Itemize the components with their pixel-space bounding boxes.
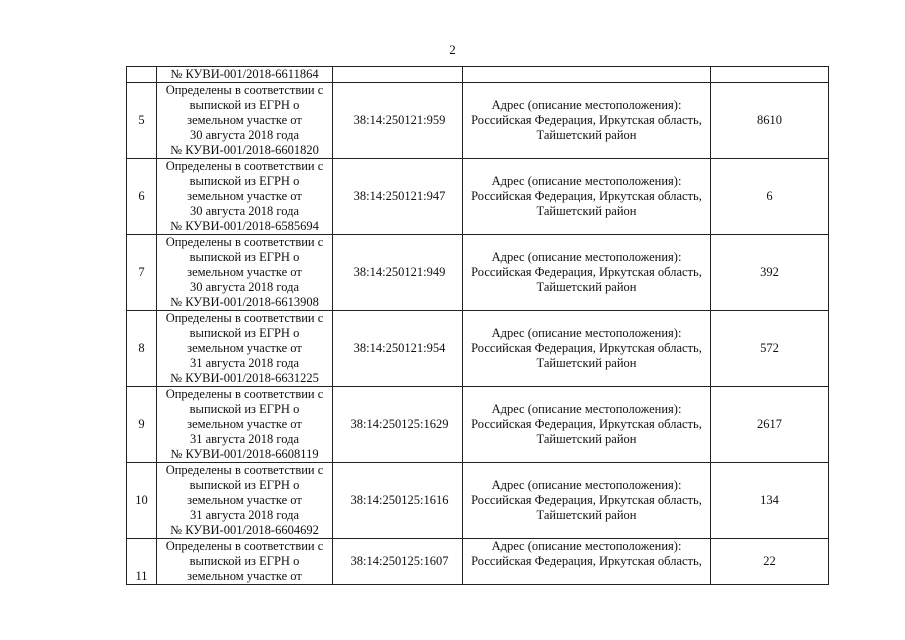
row-number-cell xyxy=(127,67,157,83)
basis-line: Определены в соответствии с xyxy=(165,311,324,325)
address-line: Адрес (описание местоположения): xyxy=(491,478,682,492)
area-cell: 2617 xyxy=(711,387,829,463)
address-line: Тайшетский район xyxy=(536,128,637,142)
basis-cell xyxy=(157,83,333,159)
basis-line: 30 августа 2018 года xyxy=(189,128,300,142)
row-number-cell: 6 xyxy=(127,159,157,235)
table-row xyxy=(127,387,829,463)
basis-line: № КУВИ-001/2018-6611864 xyxy=(170,67,319,81)
basis-line: № КУВИ-001/2018-6608119 xyxy=(170,447,319,461)
basis-line: Определены в соответствии с xyxy=(165,83,324,97)
basis-line: Определены в соответствии с xyxy=(165,539,324,553)
address-cell xyxy=(463,387,711,463)
basis-line: 30 августа 2018 года xyxy=(189,204,300,218)
cadastral-number-cell xyxy=(333,67,463,83)
basis-line: 31 августа 2018 года xyxy=(189,432,300,446)
basis-cell xyxy=(157,67,333,83)
address-line: Российская Федерация, Иркутская область, xyxy=(471,189,702,203)
basis-line: выпиской из ЕГРН о xyxy=(189,326,300,340)
table-row xyxy=(127,67,829,83)
address-cell xyxy=(463,67,711,83)
basis-line: выпиской из ЕГРН о xyxy=(189,174,300,188)
address-line: Российская Федерация, Иркутская область, xyxy=(471,493,702,507)
address-line: Адрес (описание местоположения): xyxy=(491,326,682,340)
address-line: Российская Федерация, Иркутская область, xyxy=(471,113,702,127)
basis-line: 31 августа 2018 года xyxy=(189,356,300,370)
table-row xyxy=(127,463,829,539)
basis-line: земельном участке от xyxy=(187,189,302,203)
page-number: 2 xyxy=(449,42,456,57)
basis-line: земельном участке от xyxy=(187,493,302,507)
basis-line: выпиской из ЕГРН о xyxy=(189,98,300,112)
basis-line: № КУВИ-001/2018-6604692 xyxy=(170,523,319,537)
area-cell: 8610 xyxy=(711,83,829,159)
table-row xyxy=(127,159,829,235)
address-cell xyxy=(463,463,711,539)
cadastral-number-cell: 38:14:250125:1616 xyxy=(333,463,463,539)
basis-line: Определены в соответствии с xyxy=(165,235,324,249)
address-cell xyxy=(463,159,711,235)
basis-line: земельном участке от xyxy=(187,113,302,127)
address-cell xyxy=(463,235,711,311)
address-line: Адрес (описание местоположения): xyxy=(491,250,682,264)
basis-line: № КУВИ-001/2018-6585694 xyxy=(170,219,319,233)
row-number-cell: 11 xyxy=(127,539,157,585)
basis-cell xyxy=(157,463,333,539)
area-cell: 572 xyxy=(711,311,829,387)
basis-cell xyxy=(157,539,333,585)
basis-line: земельном участке от xyxy=(187,569,302,583)
table-row xyxy=(127,311,829,387)
basis-line: Определены в соответствии с xyxy=(165,159,324,173)
address-line: Тайшетский район xyxy=(536,432,637,446)
basis-line: № КУВИ-001/2018-6601820 xyxy=(170,143,319,157)
basis-line: выпиской из ЕГРН о xyxy=(189,250,300,264)
table-row xyxy=(127,83,829,159)
cadastral-number-cell: 38:14:250125:1629 xyxy=(333,387,463,463)
address-line: Адрес (описание местоположения): xyxy=(491,174,682,188)
basis-line: земельном участке от xyxy=(187,265,302,279)
basis-line: Определены в соответствии с xyxy=(165,387,324,401)
basis-line: земельном участке от xyxy=(187,417,302,431)
land-plots-table xyxy=(126,66,829,585)
address-line: Адрес (описание местоположения): xyxy=(491,98,682,112)
basis-line: 30 августа 2018 года xyxy=(189,280,300,294)
cadastral-number-cell: 38:14:250121:947 xyxy=(333,159,463,235)
basis-line: Определены в соответствии с xyxy=(165,463,324,477)
address-cell xyxy=(463,539,711,585)
row-number-cell: 9 xyxy=(127,387,157,463)
cadastral-number-cell: 38:14:250121:959 xyxy=(333,83,463,159)
area-cell: 392 xyxy=(711,235,829,311)
basis-line: 31 августа 2018 года xyxy=(189,508,300,522)
address-line: Тайшетский район xyxy=(536,356,637,370)
table-row xyxy=(127,235,829,311)
address-line: Тайшетский район xyxy=(536,280,637,294)
basis-line: выпиской из ЕГРН о xyxy=(189,478,300,492)
cadastral-number-cell: 38:14:250121:954 xyxy=(333,311,463,387)
row-number-cell: 5 xyxy=(127,83,157,159)
address-line: Адрес (описание местоположения): xyxy=(491,402,682,416)
address-line: Российская Федерация, Иркутская область, xyxy=(471,417,702,431)
basis-line: № КУВИ-001/2018-6613908 xyxy=(170,295,319,309)
basis-line: выпиской из ЕГРН о xyxy=(189,402,300,416)
basis-line: выпиской из ЕГРН о xyxy=(189,554,300,568)
area-cell xyxy=(711,67,829,83)
cadastral-number-cell: 38:14:250121:949 xyxy=(333,235,463,311)
address-line: Российская Федерация, Иркутская область, xyxy=(471,265,702,279)
row-number-cell: 10 xyxy=(127,463,157,539)
basis-line: земельном участке от xyxy=(187,341,302,355)
address-line: Тайшетский район xyxy=(536,508,637,522)
area-cell: 6 xyxy=(711,159,829,235)
area-cell: 134 xyxy=(711,463,829,539)
basis-cell xyxy=(157,159,333,235)
basis-line: № КУВИ-001/2018-6631225 xyxy=(170,371,319,385)
basis-cell xyxy=(157,387,333,463)
table-row xyxy=(127,539,829,585)
row-number-cell: 8 xyxy=(127,311,157,387)
address-cell xyxy=(463,311,711,387)
basis-cell xyxy=(157,311,333,387)
area-cell: 22 xyxy=(711,539,829,585)
address-line: Российская Федерация, Иркутская область, xyxy=(471,554,702,568)
address-line: Адрес (описание местоположения): xyxy=(491,539,682,553)
address-line: Тайшетский район xyxy=(536,204,637,218)
address-line: Российская Федерация, Иркутская область, xyxy=(471,341,702,355)
basis-cell xyxy=(157,235,333,311)
row-number-cell: 7 xyxy=(127,235,157,311)
address-cell xyxy=(463,83,711,159)
cadastral-number-cell: 38:14:250125:1607 xyxy=(333,539,463,585)
